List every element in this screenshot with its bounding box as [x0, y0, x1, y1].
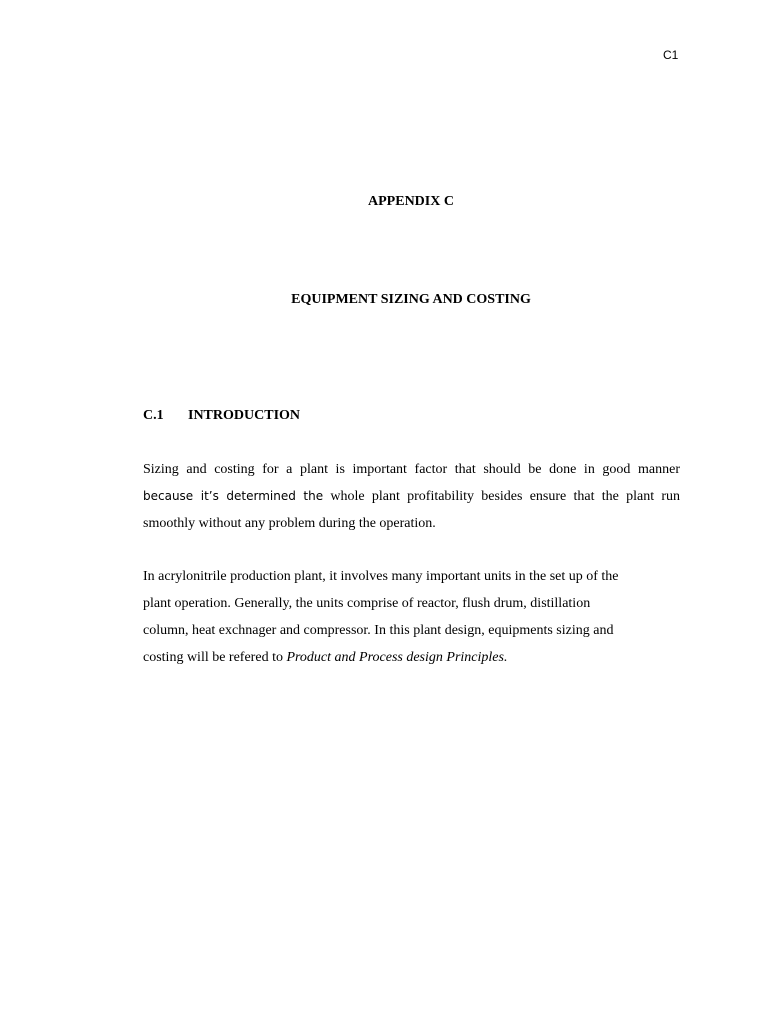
paragraph-line: [143, 644, 680, 671]
paragraph-line: smoothly without any problem during the operation.: [143, 516, 436, 531]
paragraph-line: In acrylonitrile production plant, it involves many important units in the set up of the: [143, 569, 619, 584]
section-heading: [143, 408, 300, 424]
page-number: C1: [663, 48, 679, 62]
paragraph-line: column, heat exchnager and compressor. In this plant design, equipments sizing and: [143, 623, 614, 638]
book-title: Product and Process design Principles.: [286, 650, 508, 665]
section-title: INTRODUCTION: [188, 408, 301, 423]
paragraph-fragment: whole plant profitability besides ensure that the plant run: [330, 489, 681, 504]
paragraph-fragment: costing will be refered to: [143, 650, 287, 665]
paragraph-line: Sizing and costing for a plant is important factor that should be done in good manner: [143, 462, 680, 477]
appendix-subtitle: EQUIPMENT SIZING AND COSTING: [291, 292, 531, 307]
intro-paragraph-1: [143, 456, 680, 537]
paragraph-line: [143, 483, 680, 510]
section-number: C.1: [143, 408, 164, 423]
appendix-title: APPENDIX C: [368, 194, 454, 209]
intro-paragraph-2: [143, 563, 680, 671]
paragraph-fragment: because it’s determined the: [143, 489, 324, 503]
paragraph-line: plant operation. Generally, the units comprise of reactor, flush drum, distillation: [143, 596, 591, 611]
